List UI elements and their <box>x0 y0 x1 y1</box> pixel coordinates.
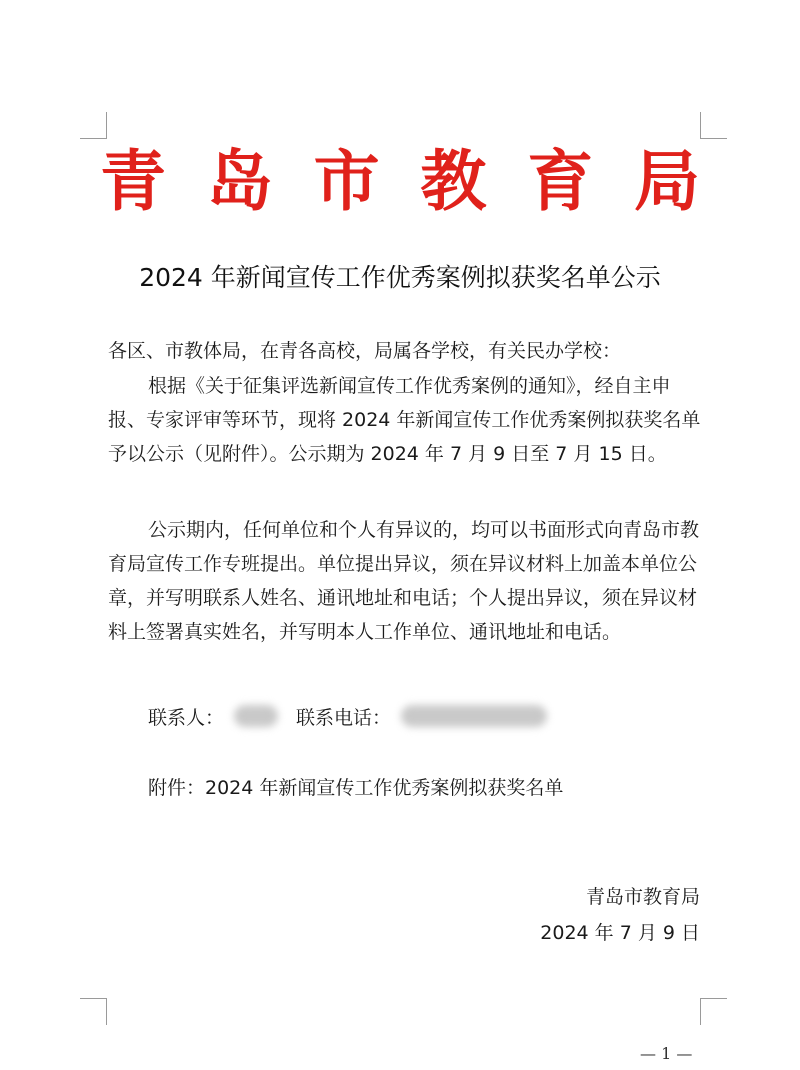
corner-mark-top-right <box>700 112 727 139</box>
letterhead-char: 青 <box>100 143 166 220</box>
corner-mark-bottom-right <box>700 998 727 1025</box>
document-title: 2024 年新闻宣传工作优秀案例拟获奖名单公示 <box>139 263 661 292</box>
letterhead-char: 岛 <box>206 143 273 220</box>
org-letterhead <box>100 138 700 226</box>
contact-phone-label: 联系电话： <box>296 706 392 729</box>
letterhead-char: 教 <box>420 143 487 220</box>
salutation: 各区、市教体局，在青各高校，局属各学校，有关民办学校： <box>108 340 622 362</box>
redacted-contact-phone <box>401 705 547 727</box>
paragraph-objection: 公示期内，任何单位和个人有异议的，均可以书面形式向青岛市教育局宣传工作专班提出。单位提出异议，须在异议材料上加盖本单位公章，并写明联系人姓名、通讯地址和电话；个人提出异议，须在异议材料上签署真实姓名，并写明本人工作单位、通讯地址和电话。 <box>108 519 700 643</box>
letterhead-char: 育 <box>527 143 594 220</box>
contact-line <box>148 699 547 733</box>
signature-date: 2024 年 7 月 9 日 <box>540 922 700 944</box>
corner-mark-top-left <box>80 112 107 139</box>
corner-mark-bottom-left <box>80 998 107 1025</box>
paragraph-announcement: 根据《关于征集评选新闻宣传工作优秀案例的通知》，经自主申报、专家评审等环节，现将 2024 年新闻宣传工作优秀案例拟获奖名单予以公示（见附件）。公示期为 2024 年 7 月 9 日至 7 月 15 日。 <box>108 375 701 465</box>
letterhead-char: 市 <box>313 143 380 220</box>
contact-person-label: 联系人： <box>148 706 225 729</box>
redacted-contact-name <box>234 705 278 727</box>
attachment-note: 附件：2024 年新闻宣传工作优秀案例拟获奖名单 <box>148 777 564 799</box>
signature-org: 青岛市教育局 <box>585 886 700 908</box>
page-number: — 1 — <box>640 1044 693 1063</box>
letterhead-char: 局 <box>633 143 700 220</box>
